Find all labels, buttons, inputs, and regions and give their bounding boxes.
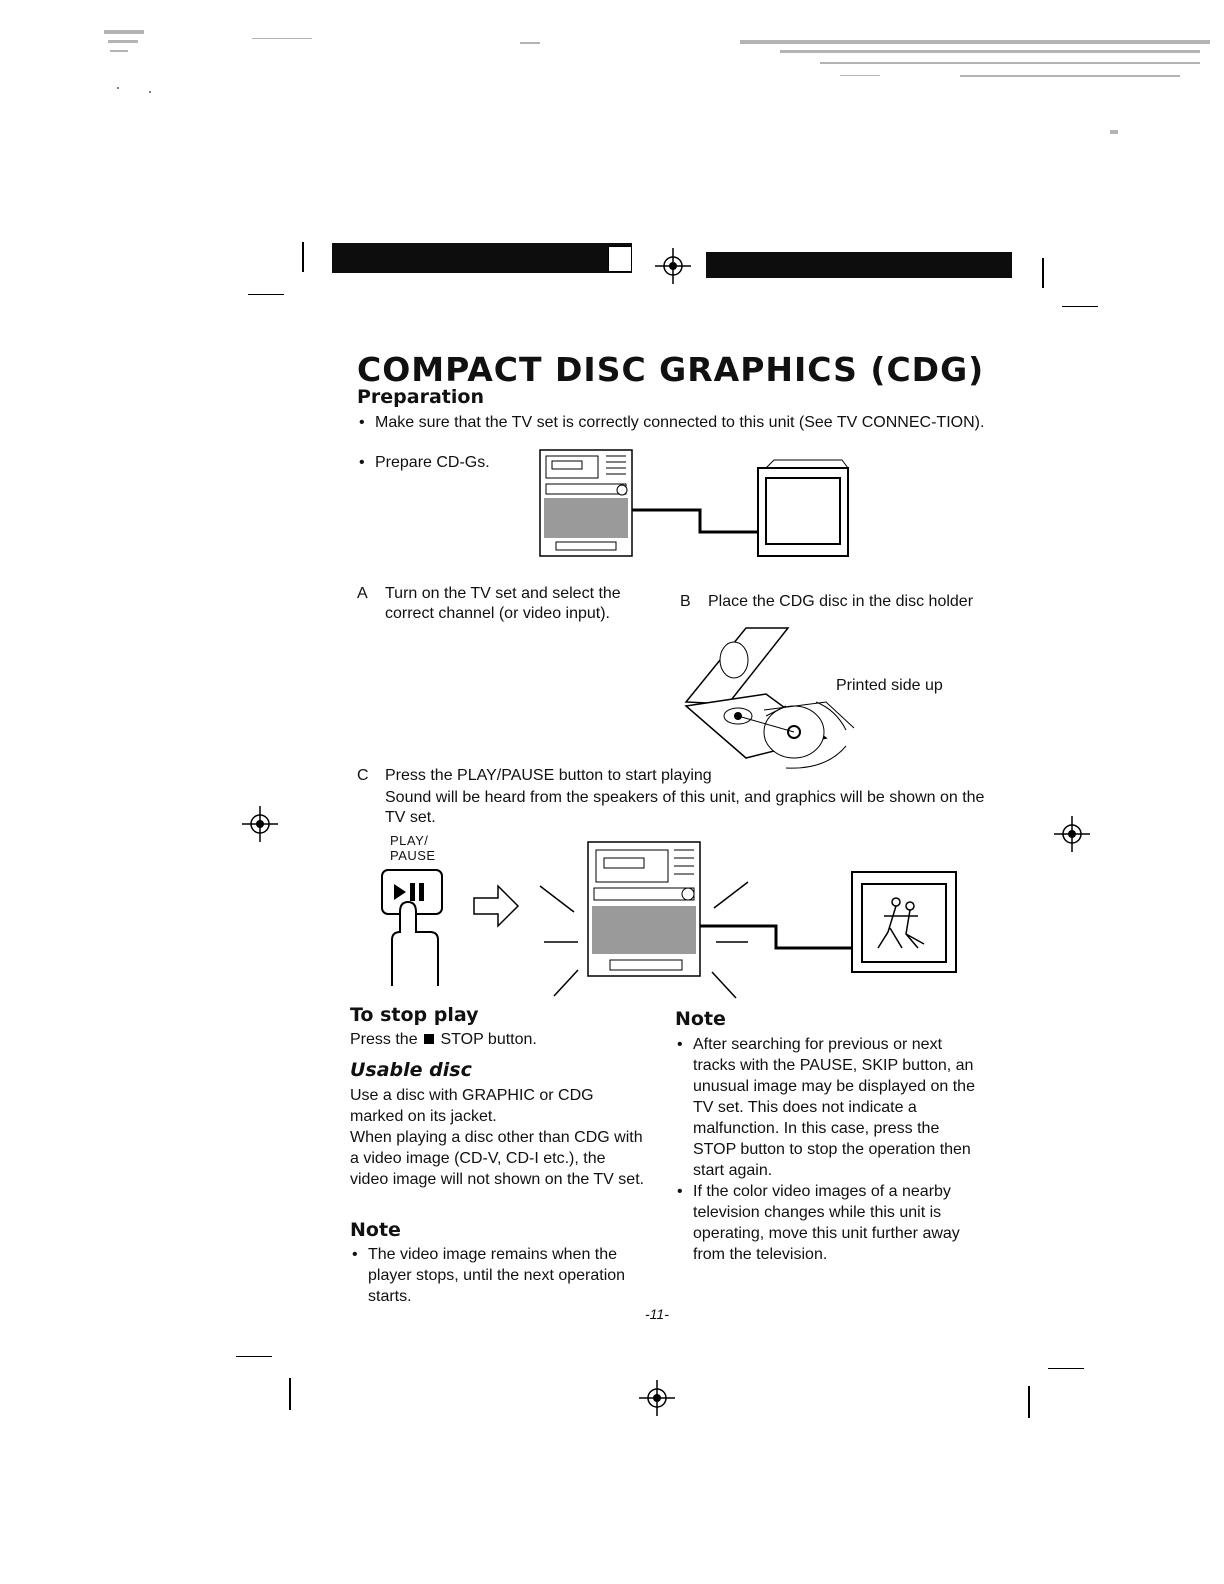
step-letter: A xyxy=(357,585,368,602)
connection-diagram xyxy=(536,446,856,562)
registration-mark-icon xyxy=(242,806,278,842)
tv-icon xyxy=(852,872,956,972)
note-right-list xyxy=(675,1034,977,1265)
header-bar-left-notch xyxy=(608,246,632,272)
stop-play-text xyxy=(350,1029,537,1050)
crop-line xyxy=(248,294,284,295)
crop-line xyxy=(1048,1368,1084,1369)
stop-play-heading: To stop play xyxy=(350,1004,479,1026)
step-detail: Sound will be heard from the speakers of this unit, and graphics will be shown on the TV set. xyxy=(385,789,985,826)
step-b xyxy=(680,592,1000,612)
usable-disc-heading: Usable disc xyxy=(350,1059,472,1081)
step-text: Turn on the TV set and select the correct channel (or video input). xyxy=(385,585,621,622)
registration-mark-icon xyxy=(639,1380,675,1416)
stop-square-icon xyxy=(424,1034,434,1044)
note-left-heading: Note xyxy=(350,1219,401,1241)
crop-line xyxy=(1042,258,1044,288)
page-number: -11- xyxy=(645,1306,669,1322)
crop-line xyxy=(289,1378,291,1410)
note-right-heading: Note xyxy=(675,1008,726,1030)
step-c-body xyxy=(385,766,987,828)
usable-disc-paragraph: When playing a disc other than CDG with a video image (CD-V, CD-I etc.), the video image will not shown on the TV set. xyxy=(350,1129,645,1188)
step-text: Place the CDG disc in the disc holder xyxy=(708,593,974,610)
note-left-list xyxy=(350,1244,648,1307)
preparation-list xyxy=(357,452,527,473)
step-text: Press the PLAY/PAUSE button to start playing xyxy=(385,767,712,784)
disc-callout: Printed side up xyxy=(836,677,943,694)
crop-line xyxy=(236,1356,272,1357)
registration-mark-icon xyxy=(1054,816,1090,852)
crop-line xyxy=(1062,306,1098,307)
caption-line: PLAY/ xyxy=(390,833,429,848)
page-title: COMPACT DISC GRAPHICS (CDG) xyxy=(357,350,985,389)
note-right-bullet: • After searching for previous or next tracks with the PAUSE, SKIP button, an unusual image may be displayed on the TV set. This does not indicate a malfunction. In this case, press the STOP button to stop the operation then start again. xyxy=(675,1034,977,1181)
disc-holder-icon xyxy=(676,620,866,776)
registration-mark-icon xyxy=(655,248,691,284)
step-c xyxy=(357,766,987,828)
step-a xyxy=(357,584,662,624)
tv-icon xyxy=(758,460,848,556)
usable-disc-body xyxy=(350,1085,648,1190)
note-right-bullet: • If the color video images of a nearby television changes while this unit is operating, move this unit further away from the television. xyxy=(675,1181,977,1265)
preparation-heading: Preparation xyxy=(357,386,484,408)
stop-play-before: Press the xyxy=(350,1031,418,1048)
usable-disc-paragraph: Use a disc with GRAPHIC or CDG marked on its jacket. xyxy=(350,1087,594,1125)
play-diagram xyxy=(378,836,968,1000)
preparation-list xyxy=(357,412,989,433)
caption-line: PAUSE xyxy=(390,848,436,863)
stop-play-after: STOP button. xyxy=(440,1031,537,1048)
stereo-unit-icon xyxy=(540,450,632,556)
header-bar-left xyxy=(332,243,632,273)
play-pause-button-icon xyxy=(382,870,442,986)
step-letter: B xyxy=(680,593,691,610)
arrow-right-icon xyxy=(474,886,518,926)
crop-line xyxy=(1028,1386,1030,1418)
step-letter: C xyxy=(357,767,369,784)
preparation-bullet: • Prepare CD-Gs. xyxy=(357,452,527,473)
preparation-bullet: • Make sure that the TV set is correctly connected to this unit (See TV CONNEC-TION). xyxy=(357,412,989,433)
note-left-bullet: • The video image remains when the player stops, until the next operation starts. xyxy=(350,1244,648,1307)
crop-line xyxy=(302,242,304,272)
stereo-unit-icon xyxy=(588,842,700,976)
header-bar-right xyxy=(706,252,1012,278)
scan-noise xyxy=(0,0,1224,150)
